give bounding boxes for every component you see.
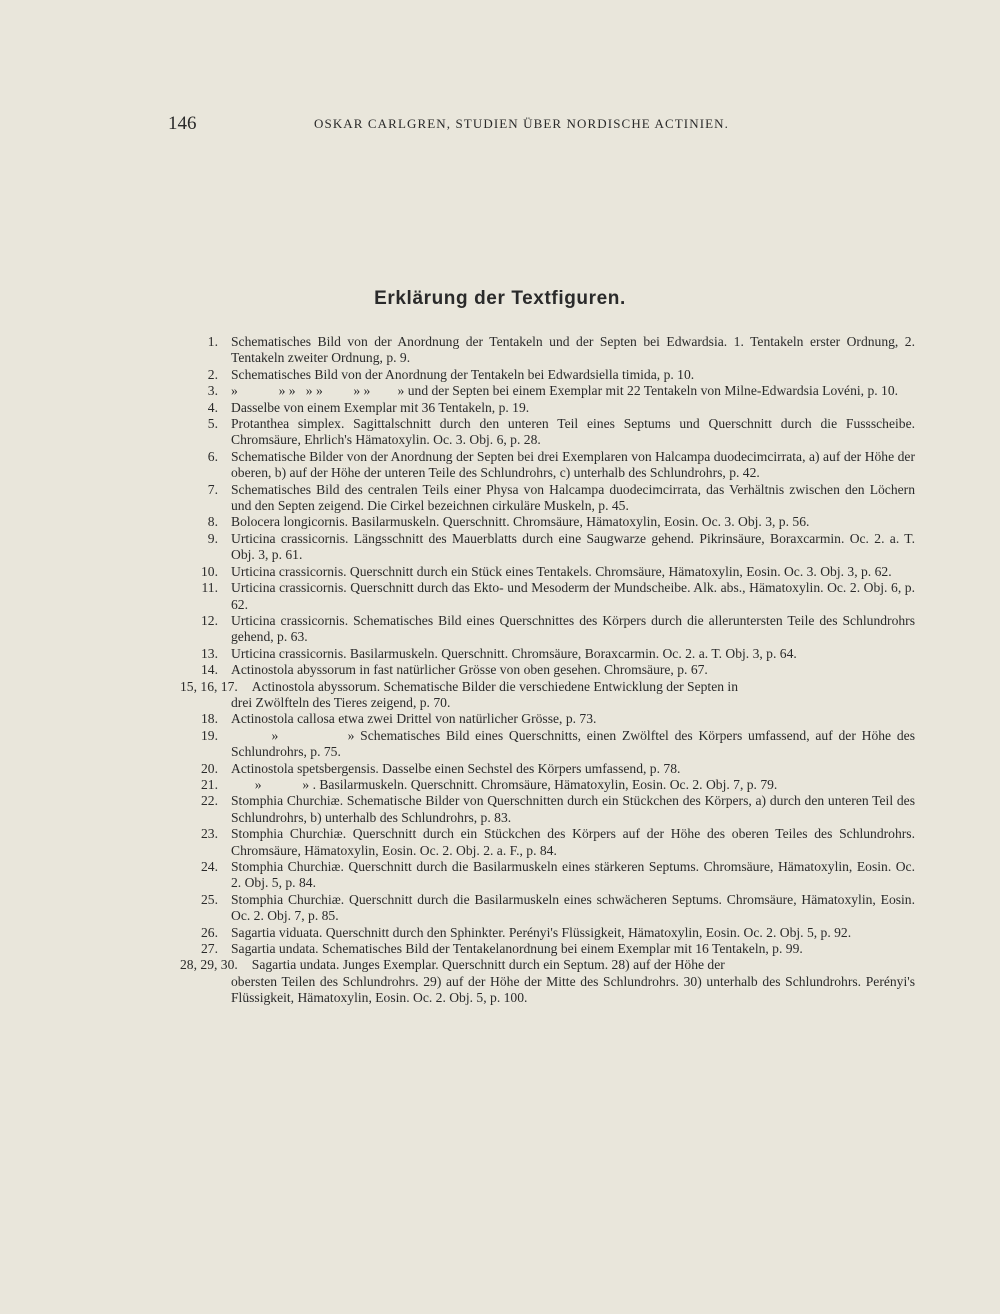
legend-entry-number: 2. [207, 366, 218, 382]
legend-entry [180, 941, 915, 957]
legend-entry-text-continued: drei Zwölfteln des Tieres zeigend, p. 70. [231, 694, 451, 710]
legend-entry [180, 646, 915, 662]
legend-entry [180, 728, 915, 761]
legend-entry-text: Dasselbe von einem Exemplar mit 36 Tentakeln, p. 19. [231, 399, 530, 415]
legend-entry-text: Sagartia undata. Junges Exemplar. Querschnitt durch ein Septum. 28) auf der Höhe der [251, 957, 725, 973]
page-header [168, 113, 928, 137]
legend-entry-text: Urticina crassicornis. Schematisches Bild eines Querschnittes des Körpers durch die alleruntersten Teile des Schlundrohrs gehend, p. 63. [231, 612, 915, 645]
legend-entry-text: Stomphia Churchiæ. Schematische Bilder von Querschnitten durch ein Stückchen des Körpers, a) durch den unteren Teil des Schlundrohrs, b) unterhalb des Schlundrohrs, p. 83. [231, 793, 915, 825]
legend-entry-number: 26. [201, 924, 218, 940]
legend-entry-number: 5. [207, 416, 218, 432]
legend-entry-text: Actinostola spetsbergensis. Dasselbe einen Sechstel des Körpers umfassend, p. 78. [231, 760, 681, 776]
legend-entry-text: Actinostola abyssorum in fast natürlicher Grösse von oben gesehen. Chromsäure, p. 67. [231, 662, 708, 678]
legend-entry-text: Urticina crassicornis. Querschnitt durch ein Stück eines Tentakels. Chromsäure, Hämatoxylin, Eosin. Oc. 3. Obj. 3, p. 62. [231, 563, 892, 579]
legend-entry-text: Sagartia undata. Schematisches Bild der Tentakelanordnung bei einem Exemplar mit 16 Tentakeln, p. 99. [231, 941, 803, 957]
legend-entry [180, 334, 915, 367]
legend-entry-text: Bolocera longicornis. Basilarmuskeln. Querschnitt. Chromsäure, Hämatoxylin, Eosin. Oc. 3. Obj. 3, p. 56. [231, 514, 810, 530]
legend-entry-number: 23. [201, 826, 218, 842]
legend-entry-number: 1. [207, 334, 218, 349]
legend-entry-text: Schematisches Bild des centralen Teils einer Physa von Halcampa duodecimcirrata, das Verhältnis zwischen den Löchern und den Septen zeigend. Die Cirkel bezeichnen cirkuläre Muskeln, p. 45. [231, 481, 915, 514]
legend-entry [180, 859, 915, 892]
legend-entry-number: 8. [207, 514, 218, 530]
legend-entry-number: 28, 29, 30. [180, 957, 238, 973]
legend-entry-text: Stomphia Churchiæ. Querschnitt durch die Basilarmuskeln eines schwächeren Septums. Chromsäure, Hämatoxylin, Eosin. Oc. 2. Obj. 7, p. 85. [231, 891, 915, 924]
legend-entry-number: 21. [201, 776, 218, 792]
legend-entry [180, 416, 915, 449]
legend-entry-number: 4. [207, 399, 218, 415]
legend-entry [180, 925, 915, 941]
legend-entry-text: Urticina crassicornis. Basilarmuskeln. Querschnitt. Chromsäure, Boraxcarmin. Oc. 2. a. T. Obj. 3, p. 64. [231, 645, 797, 661]
legend-entry-number: 3. [207, 383, 218, 399]
legend-entry-number: 22. [201, 793, 218, 809]
legend-entry [180, 580, 915, 613]
legend-entry-text: Urticina crassicornis. Längsschnitt des Mauerblatts durch eine Saugwarze gehend. Pikrinsäure, Boraxcarmin. Oc. 2. a. T. Obj. 3, p. 61. [231, 530, 915, 563]
figure-legend-list [180, 334, 915, 1007]
legend-entry [180, 400, 915, 416]
legend-entry-number: 14. [201, 662, 218, 678]
legend-entry [180, 613, 915, 646]
legend-entry-text: Protanthea simplex. Sagittalschnitt durch den unteren Teil eines Septums und Querschnitt durch die Fussscheibe. Chromsäure, Ehrlich's Hämatoxylin. Oc. 3. Obj. 6, p. 28. [231, 416, 915, 448]
legend-entry-text: Stomphia Churchiæ. Querschnitt durch die Basilarmuskeln eines stärkeren Septums. Chromsäure, Hämatoxylin, Eosin. Oc. 2. Obj. 5, p. 84. [231, 859, 915, 891]
legend-entry [180, 711, 915, 727]
legend-entry [180, 449, 915, 482]
legend-entry-number: 25. [201, 891, 218, 907]
legend-entry-number: 19. [201, 727, 218, 743]
section-title: Erklärung der Textfiguren. [374, 288, 626, 309]
legend-entry-text: Schematisches Bild von der Anordnung der Tentakeln und der Septen bei Edwardsia. 1. Tentakeln erster Ordnung, 2. Tentakeln zweiter Ordnung, p. 9. [231, 334, 915, 366]
legend-entry-text: Sagartia viduata. Querschnitt durch den Sphinkter. Perényi's Flüssigkeit, Hämatoxylin, Eosin. Oc. 2. Obj. 5, p. 92. [231, 924, 852, 940]
legend-entry-number: 15, 16, 17. [180, 678, 238, 694]
legend-entry [180, 957, 915, 1006]
legend-entry-text: Schematisches Bild von der Anordnung der Tentakeln bei Edwardsiella timida, p. 10. [231, 366, 695, 382]
legend-entry-number: 9. [207, 530, 218, 546]
legend-entry-number: 18. [201, 711, 218, 727]
legend-entry-number: 13. [201, 645, 218, 661]
legend-entry-text: Urticina crassicornis. Querschnitt durch das Ekto- und Mesoderm der Mundscheibe. Alk. abs., Hämatoxylin. Oc. 2. Obj. 6, p. 62. [231, 580, 915, 612]
legend-entry-number: 10. [201, 563, 218, 579]
legend-entry-number: 27. [201, 941, 218, 957]
legend-entry [180, 892, 915, 925]
legend-entry-text: Actinostola abyssorum. Schematische Bilder die verschiedene Entwicklung der Septen in [251, 678, 739, 694]
legend-entry [180, 514, 915, 530]
legend-entry-text: » » » » » » » » und der Septen bei einem Exemplar mit 22 Tentakeln von Milne-Edwardsia Lovéni, p. 10. [231, 383, 899, 399]
legend-entry-text-continued: obersten Teilen des Schlundrohrs. 29) auf der Höhe der Mitte des Schlundrohrs. 30) unterhalb des Schlundrohrs. Perényi's Flüssigkeit, Hämatoxylin, Eosin. Oc. 2. Obj. 5, p. 100. [231, 973, 915, 1006]
legend-entry-number: 20. [201, 760, 218, 776]
running-title: OSKAR CARLGREN, STUDIEN ÜBER NORDISCHE ACTINIEN. [314, 116, 730, 131]
legend-entry [180, 367, 915, 383]
legend-entry [180, 662, 915, 678]
legend-entry [180, 793, 915, 826]
legend-entry [180, 383, 915, 399]
legend-entry [180, 777, 915, 793]
legend-entry [180, 826, 915, 859]
legend-entry-number: 12. [201, 612, 218, 628]
legend-entry-number: 6. [207, 448, 218, 464]
legend-entry-text: Schematische Bilder von der Anordnung der Septen bei drei Exemplaren von Halcampa duodecimcirrata, a) auf der Höhe der oberen, b) auf der Höhe der unteren Teile des Schlundrohrs, c) unterhalb des Schlundrohrs, p. 42. [231, 448, 915, 481]
legend-entry-text: Stomphia Churchiæ. Querschnitt durch ein Stückchen des Körpers auf der Höhe des oberen Teiles des Schlundrohrs. Chromsäure, Hämatoxylin, Eosin. Oc. 2. Obj. 2. a. F., p. 84. [231, 826, 915, 858]
legend-entry [180, 531, 915, 564]
page-number: 146 [168, 113, 197, 134]
legend-entry [180, 482, 915, 515]
legend-entry-text: Actinostola callosa etwa zwei Drittel von natürlicher Grösse, p. 73. [231, 711, 597, 727]
legend-entry-number: 11. [201, 580, 218, 596]
legend-entry-text: » » Schematisches Bild eines Querschnitts, einen Zwölftel des Körpers umfassend, auf der Höhe des Schlundrohrs, p. 75. [231, 727, 915, 760]
legend-entry [180, 679, 915, 712]
legend-entry-number: 7. [207, 481, 218, 497]
legend-entry [180, 761, 915, 777]
legend-entry [180, 564, 915, 580]
legend-entry-text: » » . Basilarmuskeln. Querschnitt. Chromsäure, Hämatoxylin, Eosin. Oc. 2. Obj. 7, p. 79. [231, 776, 778, 792]
legend-entry-number: 24. [201, 859, 218, 874]
